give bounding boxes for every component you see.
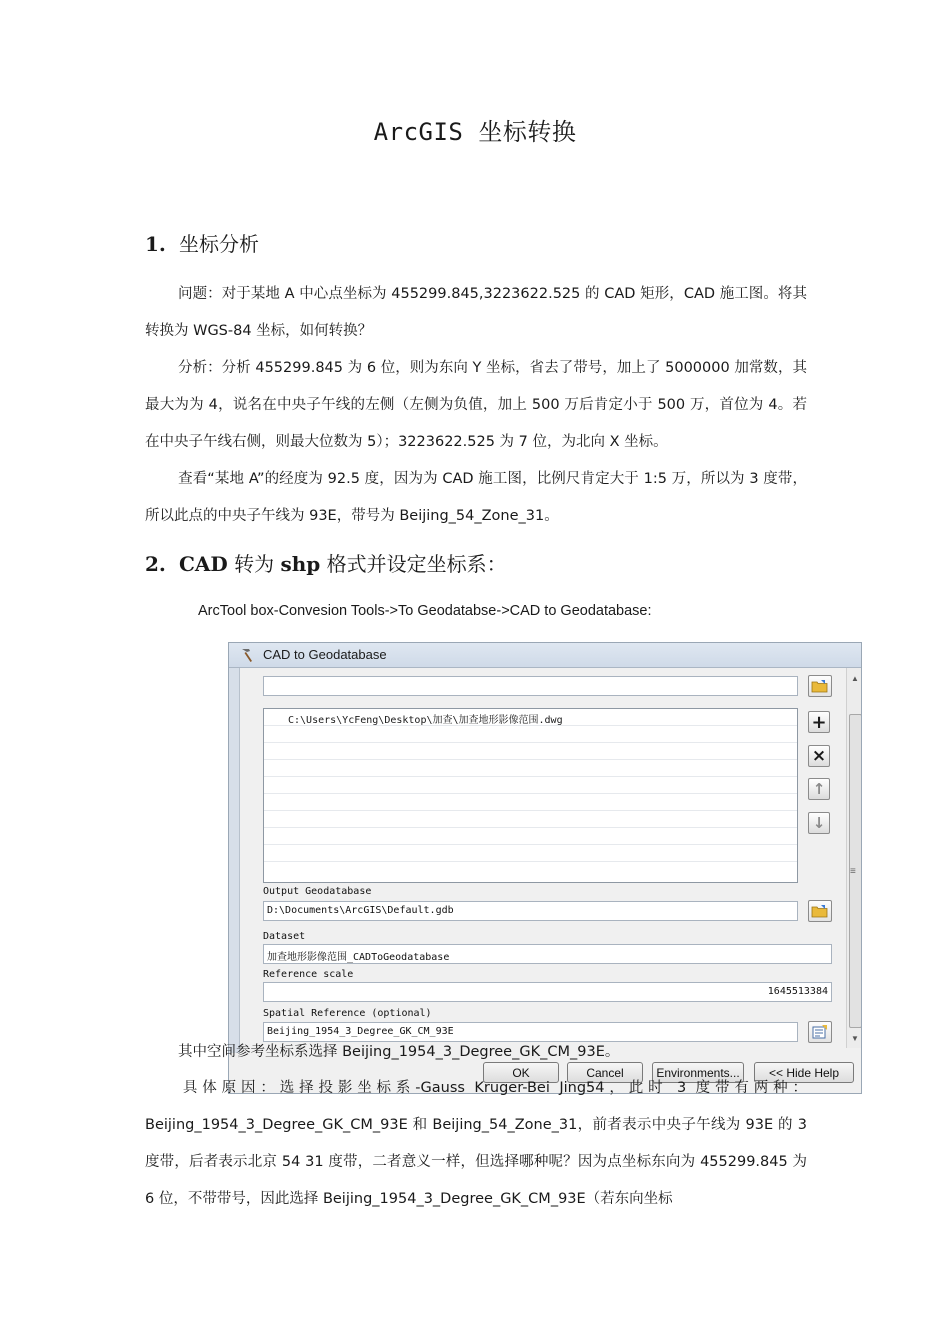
properties-icon [811,1024,829,1040]
folder-icon [811,678,829,694]
paragraph-longitude [145,461,807,535]
section-title: 坐标分析 [179,232,259,256]
add-item-button[interactable] [808,711,830,733]
section-number: 2. [145,552,166,576]
input-datasets-list[interactable] [263,708,798,883]
section-number: 1. [145,232,166,256]
dialog-title: CAD to Geodatabase [263,647,387,662]
section-bold-cad: CAD [179,552,228,576]
spatial-reference-label: Spatial Reference (optional) [263,1008,432,1019]
arrow-down-icon: ↓ [812,814,826,832]
remove-item-button[interactable] [808,745,830,767]
folder-icon [811,903,829,919]
section-heading-2 [145,548,507,577]
scroll-up-icon[interactable]: ▲ [851,674,859,683]
cad-to-geodatabase-dialog [228,642,862,1094]
paragraph-analysis [145,350,807,461]
paragraph-spatial-reference: 其中空间参考坐标系选择 Beijing_1954_3_Degree_GK_CM_93E。 [178,1044,620,1060]
arrow-up-icon: ↑ [812,780,826,798]
close-icon: × [811,746,827,766]
hide-help-button[interactable]: << Hide Help [754,1062,854,1083]
spatial-reference-field[interactable]: Beijing_1954_3_Degree_GK_CM_93E [263,1022,798,1042]
section-text: 格式并设定坐标系： [320,552,507,576]
dataset-label: Dataset [263,931,306,942]
dialog-parameters-panel [241,668,844,1048]
output-geodatabase-label: Output Geodatabase [263,886,372,897]
move-down-button[interactable] [808,812,830,834]
input-dataset-field[interactable] [263,676,798,696]
plus-icon: + [811,711,827,733]
paragraph-text: 分析：分析 455299.845 为 6 位，则为东向 Y 坐标，省去了带号，加上了 5000000 加常数，其最大为为 4，说名在中央子午线的左侧（左侧为负值，加上 500 万后肯定小于 500 万，首位为 4。若在中央子午线右侧，则最大位数为 5）；3223622.525 为 7 位，为北向 X 坐标。 [145,360,807,450]
spatial-reference-properties-button[interactable] [808,1021,832,1043]
environments-button[interactable]: Environments... [652,1062,744,1083]
output-geodatabase-field[interactable]: D:\Documents\ArcGIS\Default.gdb [263,901,798,921]
dialog-scrollbar[interactable] [846,668,862,1048]
cancel-button[interactable]: Cancel [567,1062,643,1083]
hammer-icon [239,647,255,663]
ok-button[interactable]: OK [483,1062,559,1083]
paragraph-question [145,276,807,350]
reference-scale-label: Reference scale [263,969,354,980]
move-up-button[interactable] [808,778,830,800]
dataset-field[interactable]: 加查地形影像范围_CADToGeodatabase [263,944,832,964]
browse-input-button[interactable] [808,675,832,697]
list-item[interactable]: C:\Users\YcFeng\Desktop\加查\加查地形影像范围.dwg [264,709,797,726]
browse-output-button[interactable] [808,900,832,922]
grip-icon: ≡ [850,866,856,877]
section-text: 转为 [227,552,281,576]
toolbox-path: ArcTool box-Convesion Tools->To Geodatabse->CAD to Geodatabase: [198,603,652,619]
paragraph-text: 问题：对于某地 A 中心点坐标为 455299.845,3223622.525 的 CAD 矩形，CAD 施工图。将其转换为 WGS-84 坐标，如何转换？ [145,286,807,339]
paragraph-text: 查看“某地 A”的经度为 92.5 度，因为为 CAD 施工图，比例尺肯定大于 1:5 万，所以为 3 度带，所以此点的中央子午线为 93E，带号为 Beijing_54_Zone_31。 [145,471,807,524]
document-title: ArcGIS 坐标转换 [373,118,577,146]
dialog-titlebar [229,643,862,668]
paragraph-text: 具体原因：选择投影坐标系-Gauss Kruger-Bei Jing54，此时 3 度带有两种：Beijing_1954_3_Degree_GK_CM_93E 和 Beijing_54_Zone_31，前者表示中央子午线为 93E 的 3 度带，后者表示北京 54 31 度带，二者意义一样，但选择哪种呢？因为点坐标东向为 455299.845 为 6 位，不带带号，因此选择 Beijing_1954_3_Degree_GK_CM_93E（若东向坐标 [145,1080,807,1207]
reference-scale-field[interactable]: 1645513384 [263,982,832,1002]
paragraph-reason [145,1070,807,1218]
section-heading-1 [145,228,259,257]
section-bold-shp: shp [280,552,321,576]
dialog-left-strip [229,668,240,1094]
scroll-down-icon[interactable]: ▼ [851,1034,859,1043]
